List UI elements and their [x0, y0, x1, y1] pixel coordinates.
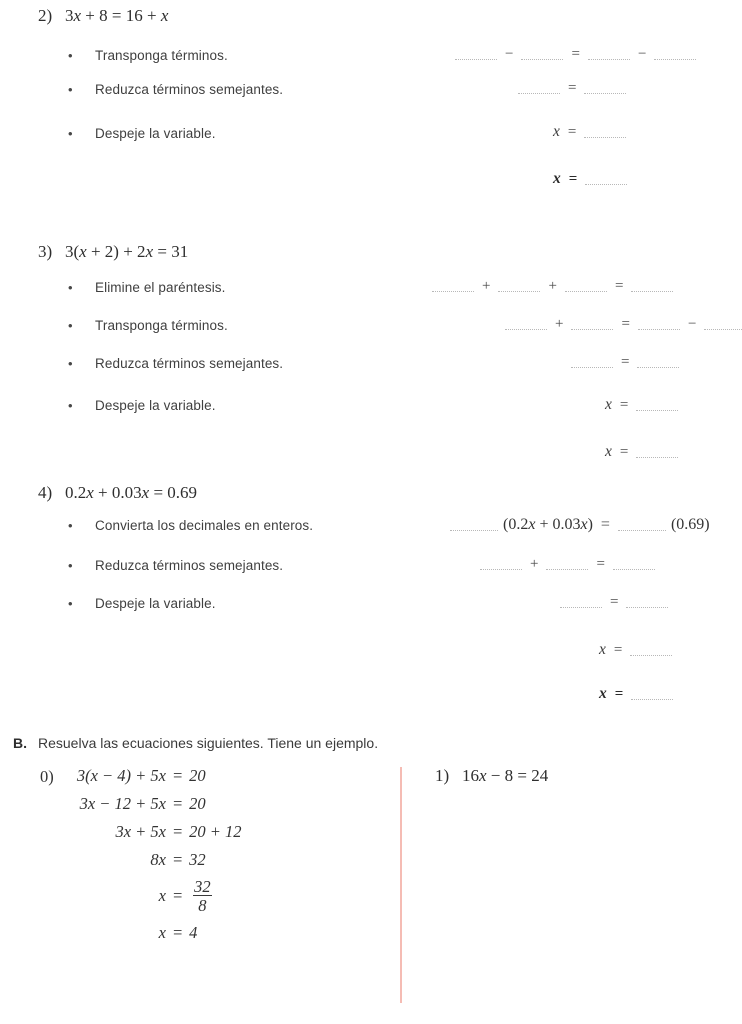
step-label: Despeje la variable. — [95, 126, 216, 141]
line-lhs: 3x + 5x — [115, 822, 166, 841]
minus-operator: − — [505, 46, 514, 62]
equals-sign: = — [567, 124, 577, 140]
section-3-header — [38, 242, 188, 262]
equals-sign: = — [621, 316, 630, 332]
answer-blank — [560, 597, 602, 608]
answer-row — [455, 46, 696, 63]
solution-line — [63, 919, 242, 947]
bullet-icon: • — [68, 356, 73, 371]
answer-row — [553, 123, 626, 141]
line-rhs: 4 — [189, 922, 198, 942]
solution-line — [63, 818, 242, 846]
final-answer-row — [553, 170, 627, 188]
answer-blank — [546, 559, 588, 570]
step-label: Elimine el paréntesis. — [95, 280, 226, 295]
answer-row — [450, 516, 710, 534]
equals-sign: = — [568, 171, 578, 187]
equals-sign: = — [613, 642, 623, 658]
solution-line — [63, 762, 242, 790]
answer-blank — [638, 319, 680, 330]
bullet-icon: • — [68, 558, 73, 573]
line-lhs: 8x — [150, 850, 166, 869]
equals-sign: = — [172, 850, 184, 869]
step-reduzca-terminos — [68, 356, 283, 371]
line-rhs: 32 — [189, 850, 206, 869]
line-rhs: 20 — [189, 766, 206, 785]
answer-row — [605, 396, 678, 414]
answer-blank — [432, 281, 474, 292]
fraction-numerator: 32 — [194, 877, 211, 896]
answer-row — [432, 278, 673, 295]
example-number: 0) — [40, 767, 54, 786]
step-transponga-terminos — [68, 48, 228, 63]
equals-sign: = — [600, 516, 610, 533]
answer-blank — [618, 520, 666, 531]
step-despeje-variable — [68, 126, 216, 141]
solution-line — [63, 790, 242, 818]
bullet-icon: • — [68, 596, 73, 611]
answer-blank — [571, 319, 613, 330]
equals-sign: = — [172, 766, 184, 785]
exercise-number: 1) — [435, 766, 450, 785]
line-lhs: x — [158, 886, 166, 906]
line-lhs: 3x − 12 + 5x — [79, 794, 166, 813]
answer-blank — [637, 357, 679, 368]
equals-sign: = — [610, 594, 619, 610]
part-b-label: B. — [13, 735, 27, 751]
plus-operator: + — [548, 278, 557, 294]
answer-blank — [498, 281, 540, 292]
answer-row — [571, 354, 679, 371]
answer-blank — [518, 83, 560, 94]
answer-blank — [588, 49, 630, 60]
parenthesized-expression: (0.69) — [670, 516, 710, 533]
variable-x: x — [553, 123, 560, 140]
answer-blank — [631, 689, 673, 700]
equation-text: 3x + 8 = 16 + x — [65, 6, 169, 25]
column-divider — [400, 767, 402, 1003]
answer-row — [505, 316, 742, 333]
step-despeje-variable — [68, 398, 216, 413]
answer-blank — [631, 281, 673, 292]
bullet-icon: • — [68, 48, 73, 63]
parenthesized-expression: (0.2x + 0.03x) — [503, 516, 593, 533]
line-lhs: x — [158, 922, 166, 942]
step-label: Convierta los decimales en enteros. — [95, 518, 314, 533]
answer-blank — [584, 83, 626, 94]
answer-blank — [613, 559, 655, 570]
equals-sign: = — [571, 46, 580, 62]
plus-operator: + — [555, 316, 564, 332]
equals-sign: = — [172, 822, 184, 841]
equation-number: 2) — [38, 6, 53, 25]
equals-sign: = — [619, 444, 629, 460]
solution-line — [63, 846, 242, 874]
variable-x: x — [599, 641, 606, 658]
answer-blank — [565, 281, 607, 292]
answer-blank — [654, 49, 696, 60]
answer-blank — [636, 400, 678, 411]
step-despeje-variable — [68, 596, 216, 611]
equals-sign: = — [614, 278, 624, 294]
example-solution — [63, 762, 242, 947]
equals-sign: = — [619, 397, 629, 413]
bullet-icon: • — [68, 518, 73, 533]
final-answer-row — [599, 685, 673, 703]
bullet-icon: • — [68, 318, 73, 333]
answer-blank — [584, 127, 626, 138]
step-transponga-terminos — [68, 318, 228, 333]
answer-blank — [521, 49, 563, 60]
answer-blank — [505, 319, 547, 330]
variable-x: x — [605, 396, 612, 413]
step-label: Reduzca términos semejantes. — [95, 558, 284, 573]
equals-sign: = — [172, 794, 184, 813]
answer-blank — [626, 597, 668, 608]
bullet-icon: • — [68, 82, 73, 97]
section-2-header — [38, 6, 168, 26]
answer-blank — [455, 49, 497, 60]
step-convierta-decimales — [68, 518, 313, 533]
solution-line — [63, 874, 242, 919]
variable-x: x — [599, 685, 607, 702]
part-b-instruction: Resuelva las ecuaciones siguientes. Tiene un ejemplo. — [38, 735, 379, 751]
step-label: Transponga términos. — [95, 318, 228, 333]
step-label: Despeje la variable. — [95, 596, 216, 611]
fraction-denominator: 8 — [193, 895, 211, 914]
equals-sign: = — [172, 886, 184, 906]
final-answer-row — [605, 443, 678, 461]
variable-x: x — [605, 443, 612, 460]
variable-x: x — [553, 170, 561, 187]
equals-sign: = — [621, 354, 630, 370]
minus-operator: − — [637, 46, 647, 62]
line-rhs: 20 + 12 — [189, 822, 242, 841]
answer-blank — [636, 447, 678, 458]
exercise-equation: 16x − 8 = 24 — [462, 766, 549, 785]
equals-sign: = — [596, 556, 605, 572]
step-label: Transponga términos. — [95, 48, 228, 63]
equation-number: 4) — [38, 483, 53, 502]
equals-sign: = — [614, 686, 624, 702]
equals-sign: = — [172, 922, 184, 942]
answer-row — [599, 641, 672, 659]
fraction — [189, 878, 216, 915]
line-lhs: 3(x − 4) + 5x — [76, 766, 166, 785]
equation-number: 3) — [38, 242, 53, 261]
part-b-title — [13, 735, 378, 751]
answer-row — [480, 556, 655, 573]
step-label: Reduzca términos semejantes. — [95, 356, 284, 371]
answer-blank — [480, 559, 522, 570]
answer-row — [518, 80, 626, 97]
line-rhs: 20 — [189, 794, 206, 813]
answer-blank — [450, 520, 498, 531]
step-reduzca-terminos — [68, 558, 283, 573]
step-label: Despeje la variable. — [95, 398, 216, 413]
bullet-icon: • — [68, 126, 73, 141]
answer-blank — [571, 357, 613, 368]
bullet-icon: • — [68, 398, 73, 413]
answer-row — [560, 594, 668, 611]
equals-sign: = — [568, 80, 577, 96]
section-4-header — [38, 483, 197, 503]
plus-operator: + — [482, 278, 491, 294]
equation-text: 0.2x + 0.03x = 0.69 — [65, 483, 198, 502]
answer-blank — [630, 645, 672, 656]
step-reduzca-terminos — [68, 82, 283, 97]
answer-blank — [585, 174, 627, 185]
step-label: Reduzca términos semejantes. — [95, 82, 284, 97]
step-elimine-parentesis — [68, 280, 226, 295]
exercise-1 — [435, 766, 548, 786]
equation-text: 3(x + 2) + 2x = 31 — [65, 242, 189, 261]
plus-operator: + — [530, 556, 539, 572]
minus-operator: − — [687, 316, 697, 332]
line-rhs — [189, 874, 241, 919]
bullet-icon: • — [68, 280, 73, 295]
answer-blank — [704, 319, 742, 330]
